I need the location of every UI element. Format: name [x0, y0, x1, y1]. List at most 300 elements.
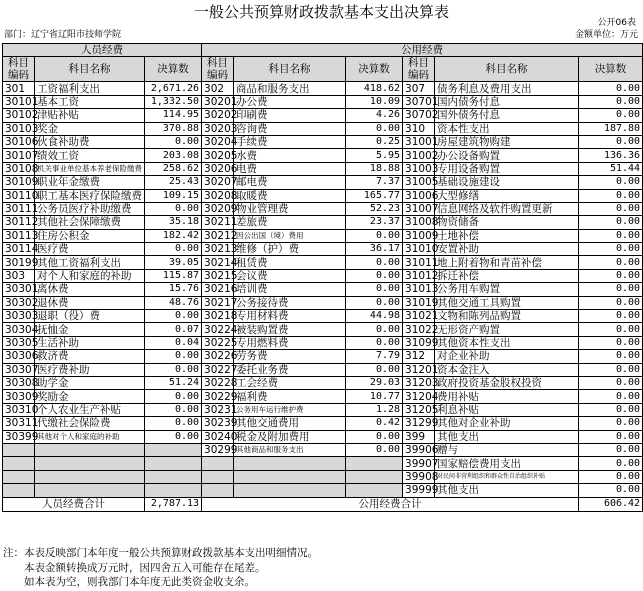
- table-row: [3, 135, 643, 148]
- cell-name: [35, 443, 145, 456]
- header-code: 科目编码: [202, 57, 234, 82]
- cell-amount: 0.00: [579, 176, 643, 189]
- cell-amount: 0.00: [579, 430, 643, 443]
- cell-code: 30310: [3, 403, 35, 416]
- cell-name: 办公设备购置: [435, 149, 579, 162]
- cell-amount: 0.00: [579, 269, 643, 282]
- cell-amount: 52.23: [346, 202, 403, 215]
- cell-amount: [145, 457, 202, 470]
- cell-name: 差旅费: [234, 216, 346, 229]
- cell-amount: 29.03: [346, 376, 403, 389]
- cell-code: 31007: [403, 202, 435, 215]
- cell-code: 31022: [403, 323, 435, 336]
- cell-code: 30208: [202, 189, 234, 202]
- cell-amount: 5.95: [346, 149, 403, 162]
- cell-amount: 0.00: [346, 229, 403, 242]
- cell-name: 培训费: [234, 283, 346, 296]
- note-line: 如本表为空，则我部门本年度无此类资金收支余。: [24, 576, 255, 588]
- cell-amount: 203.08: [145, 149, 202, 162]
- cell-code: 30239: [202, 417, 234, 430]
- cell-name: 印刷费: [234, 109, 346, 122]
- table-row: [3, 457, 643, 470]
- cell-amount: 4.26: [346, 109, 403, 122]
- cell-name: 住房公积金: [35, 229, 145, 242]
- cell-code: 30218: [202, 310, 234, 323]
- section-personnel: 人员经费: [3, 44, 202, 57]
- table-row: [3, 430, 643, 443]
- cell-code: 30303: [3, 310, 35, 323]
- cell-amount: 0.00: [346, 296, 403, 309]
- cell-code: 30306: [3, 350, 35, 363]
- header-code: 科目编码: [403, 57, 435, 82]
- cell-amount: 0.00: [145, 243, 202, 256]
- cell-amount: 0.00: [579, 229, 643, 242]
- cell-name: 医疗费: [35, 243, 145, 256]
- cell-code: 39908: [403, 470, 435, 483]
- cell-code: 30199: [3, 256, 35, 269]
- cell-amount: 15.76: [145, 283, 202, 296]
- cell-amount: 165.77: [346, 189, 403, 202]
- cell-name: 基础设施建设: [435, 176, 579, 189]
- personnel-total-value: 2,787.13: [145, 497, 202, 511]
- cell-name: 手续费: [234, 135, 346, 148]
- cell-code: 30213: [202, 243, 234, 256]
- cell-amount: 0.00: [579, 256, 643, 269]
- cell-amount: 48.76: [145, 296, 202, 309]
- cell-name: 奖励金: [35, 390, 145, 403]
- cell-name: 专用燃料费: [234, 336, 346, 349]
- cell-amount: [346, 484, 403, 497]
- cell-code: 30228: [202, 376, 234, 389]
- cell-amount: 182.42: [145, 229, 202, 242]
- cell-amount: 0.42: [346, 417, 403, 430]
- cell-amount: 0.00: [579, 350, 643, 363]
- cell-code: 31099: [403, 336, 435, 349]
- cell-code: 30207: [202, 176, 234, 189]
- cell-amount: 0.00: [579, 390, 643, 403]
- cell-name: 退职（役）费: [35, 310, 145, 323]
- cell-amount: 1.28: [346, 403, 403, 416]
- cell-name: 对民间非营利组织和群众性自治组织补贴: [435, 470, 579, 483]
- cell-amount: 0.00: [145, 363, 202, 376]
- note-line: 注：本表反映部门本年度一般公共预算财政拨款基本支出明细情况。: [3, 547, 318, 559]
- cell-name: 伙食补助费: [35, 135, 145, 148]
- cell-name: 资本性支出: [435, 122, 579, 135]
- cell-name: 公务用车购置: [435, 283, 579, 296]
- cell-code: 31013: [403, 283, 435, 296]
- cell-name: 费用补贴: [435, 390, 579, 403]
- table-row: [3, 323, 643, 336]
- cell-code: 30217: [202, 296, 234, 309]
- cell-code: 30304: [3, 323, 35, 336]
- cell-amount: 0.00: [579, 243, 643, 256]
- cell-name: [35, 457, 145, 470]
- table-row: [3, 269, 643, 282]
- cell-name: 取暖费: [234, 189, 346, 202]
- cell-amount: 0.07: [145, 323, 202, 336]
- cell-amount: 115.87: [145, 269, 202, 282]
- cell-code: 30203: [202, 122, 234, 135]
- cell-code: [3, 443, 35, 456]
- cell-amount: 0.00: [579, 135, 643, 148]
- cell-code: 31003: [403, 162, 435, 175]
- cell-name: 对个人和家庭的补助: [35, 269, 145, 282]
- table-row: [3, 109, 643, 122]
- totals-row: [3, 497, 643, 511]
- cell-name: 个人农业生产补贴: [35, 403, 145, 416]
- cell-name: 公务接待费: [234, 296, 346, 309]
- cell-amount: 370.88: [145, 122, 202, 135]
- cell-amount: [145, 484, 202, 497]
- cell-code: 31009: [403, 229, 435, 242]
- cell-code: 30215: [202, 269, 234, 282]
- table-row: [3, 256, 643, 269]
- report-title: 一般公共预算财政拨款基本支出决算表: [193, 3, 449, 21]
- cell-amount: 0.00: [579, 202, 643, 215]
- cell-name: 物资储备: [435, 216, 579, 229]
- cell-name: 物业管理费: [234, 202, 346, 215]
- cell-name: 其他工资福利支出: [35, 256, 145, 269]
- cell-code: 30299: [202, 443, 234, 456]
- cell-name: 邮电费: [234, 176, 346, 189]
- cell-code: 30305: [3, 336, 35, 349]
- cell-name: 信息网络及软件购置更新: [435, 202, 579, 215]
- cell-name: 赠与: [435, 443, 579, 456]
- cell-name: 商品和服务支出: [234, 82, 346, 95]
- cell-amount: 258.62: [145, 162, 202, 175]
- cell-name: 救济费: [35, 350, 145, 363]
- table-row: [3, 162, 643, 175]
- cell-amount: [145, 470, 202, 483]
- form-code: 公开06表: [597, 18, 636, 28]
- cell-code: 31021: [403, 310, 435, 323]
- cell-code: 30113: [3, 229, 35, 242]
- cell-amount: 0.00: [145, 350, 202, 363]
- cell-code: 30204: [202, 135, 234, 148]
- cell-name: 其他社会保障缴费: [35, 216, 145, 229]
- header-code: 科目编码: [3, 57, 35, 82]
- table-row: [3, 403, 643, 416]
- cell-name: 地上附着物和青苗补偿: [435, 256, 579, 269]
- cell-amount: 0.00: [346, 269, 403, 282]
- cell-name: 助学金: [35, 376, 145, 389]
- cell-name: 水费: [234, 149, 346, 162]
- cell-name: 税金及附加费用: [234, 430, 346, 443]
- table-row: [3, 216, 643, 229]
- cell-amount: 7.79: [346, 350, 403, 363]
- cell-amount: 0.00: [579, 403, 643, 416]
- cell-name: 其他对企业补助: [435, 417, 579, 430]
- cell-name: 津贴补贴: [35, 109, 145, 122]
- public-total-label: 公用经费合计: [202, 497, 579, 511]
- cell-amount: 0.00: [346, 283, 403, 296]
- cell-name: 劳务费: [234, 350, 346, 363]
- table-row: [3, 417, 643, 430]
- cell-amount: 0.00: [145, 310, 202, 323]
- cell-amount: 0.00: [579, 323, 643, 336]
- cell-code: 30106: [3, 135, 35, 148]
- cell-amount: 0.00: [346, 336, 403, 349]
- table-row: [3, 443, 643, 456]
- table-row: [3, 350, 643, 363]
- cell-name: 工资福利支出: [35, 82, 145, 95]
- table-row: [3, 176, 643, 189]
- cell-code: 30107: [3, 149, 35, 162]
- cell-name: 专用设备购置: [435, 162, 579, 175]
- cell-amount: 10.09: [346, 95, 403, 108]
- cell-name: 咨询费: [234, 122, 346, 135]
- cell-name: 公务员医疗补助缴费: [35, 202, 145, 215]
- cell-code: [3, 484, 35, 497]
- cell-amount: 44.98: [346, 310, 403, 323]
- cell-amount: 418.62: [346, 82, 403, 95]
- cell-amount: 0.04: [145, 336, 202, 349]
- cell-name: 对企业补助: [435, 350, 579, 363]
- cell-code: 30209: [202, 202, 234, 215]
- cell-amount: 51.24: [145, 376, 202, 389]
- cell-code: 31012: [403, 269, 435, 282]
- cell-name: 国内债务付息: [435, 95, 579, 108]
- cell-amount: 0.00: [579, 336, 643, 349]
- cell-code: 310: [403, 122, 435, 135]
- table-row: [3, 283, 643, 296]
- cell-amount: 0.00: [579, 189, 643, 202]
- cell-name: 国家赔偿费用支出: [435, 457, 579, 470]
- cell-code: 30231: [202, 403, 234, 416]
- cell-amount: 0.00: [579, 417, 643, 430]
- cell-name: 奖金: [35, 122, 145, 135]
- cell-code: 30216: [202, 283, 234, 296]
- cell-name: 机关事业单位基本养老保险缴费: [35, 162, 145, 175]
- cell-code: 30225: [202, 336, 234, 349]
- cell-code: 30108: [3, 162, 35, 175]
- header-amount: 决算数: [346, 57, 403, 82]
- cell-amount: 7.37: [346, 176, 403, 189]
- cell-code: 39907: [403, 457, 435, 470]
- table-row: [3, 122, 643, 135]
- cell-code: 30307: [3, 363, 35, 376]
- cell-name: [35, 484, 145, 497]
- section-public: 公用经费: [202, 44, 643, 57]
- cell-name: 退休费: [35, 296, 145, 309]
- cell-code: 31006: [403, 189, 435, 202]
- cell-code: 39999: [403, 484, 435, 497]
- cell-code: 30240: [202, 430, 234, 443]
- cell-code: 399: [403, 430, 435, 443]
- cell-code: 30109: [3, 176, 35, 189]
- cell-amount: 109.15: [145, 189, 202, 202]
- cell-code: 30227: [202, 363, 234, 376]
- cell-code: 30702: [403, 109, 435, 122]
- cell-code: 307: [403, 82, 435, 95]
- cell-code: 30311: [3, 417, 35, 430]
- table-row: [3, 189, 643, 202]
- cell-code: 30103: [3, 122, 35, 135]
- cell-amount: 0.00: [579, 376, 643, 389]
- cell-code: 30202: [202, 109, 234, 122]
- cell-name: 无形资产购置: [435, 323, 579, 336]
- cell-code: 31005: [403, 176, 435, 189]
- cell-amount: 0.00: [346, 122, 403, 135]
- header-amount: 决算数: [145, 57, 202, 82]
- cell-name: 委托业务费: [234, 363, 346, 376]
- cell-amount: 0.00: [346, 430, 403, 443]
- cell-name: 其他交通工具购置: [435, 296, 579, 309]
- table-row: [3, 376, 643, 389]
- cell-code: 31008: [403, 216, 435, 229]
- cell-code: 30701: [403, 95, 435, 108]
- cell-name: 土地补偿: [435, 229, 579, 242]
- cell-name: 生活补助: [35, 336, 145, 349]
- department-label: 部门：辽宁省辽阳市技师学院: [4, 30, 122, 40]
- cell-code: 30308: [3, 376, 35, 389]
- cell-code: 30399: [3, 430, 35, 443]
- cell-amount: 0.00: [579, 82, 643, 95]
- cell-amount: 0.00: [579, 109, 643, 122]
- unit-label: 金额单位：万元: [574, 30, 638, 40]
- cell-name: 其他支出: [435, 484, 579, 497]
- cell-name: 其他商品和服务支出: [234, 443, 346, 456]
- cell-code: 31203: [403, 376, 435, 389]
- cell-name: 会议费: [234, 269, 346, 282]
- cell-name: 因公出国（境）费用: [234, 229, 346, 242]
- cell-name: 公务用车运行维护费: [234, 403, 346, 416]
- cell-amount: 0.00: [145, 390, 202, 403]
- cell-amount: 0.00: [579, 283, 643, 296]
- cell-name: 绩效工资: [35, 149, 145, 162]
- cell-amount: 1,332.50: [145, 95, 202, 108]
- cell-amount: 51.44: [579, 162, 643, 175]
- cell-code: [202, 484, 234, 497]
- cell-name: 基本工资: [35, 95, 145, 108]
- cell-name: [234, 470, 346, 483]
- cell-code: 30226: [202, 350, 234, 363]
- cell-name: 资本金注入: [435, 363, 579, 376]
- cell-amount: 0.00: [579, 457, 643, 470]
- cell-amount: 0.00: [579, 443, 643, 456]
- cell-amount: 0.00: [579, 95, 643, 108]
- cell-name: 工会经费: [234, 376, 346, 389]
- cell-amount: 23.37: [346, 216, 403, 229]
- cell-code: 30114: [3, 243, 35, 256]
- cell-name: 利息补贴: [435, 403, 579, 416]
- cell-code: 303: [3, 269, 35, 282]
- cell-name: 职工基本医疗保险缴费: [35, 189, 145, 202]
- notes: [3, 546, 318, 590]
- cell-name: 福利费: [234, 390, 346, 403]
- cell-code: [202, 457, 234, 470]
- table-row: [3, 229, 643, 242]
- cell-name: 拆迁补偿: [435, 269, 579, 282]
- cell-amount: 36.17: [346, 243, 403, 256]
- cell-code: 30224: [202, 323, 234, 336]
- cell-code: 30212: [202, 229, 234, 242]
- cell-code: 39906: [403, 443, 435, 456]
- cell-amount: 0.00: [346, 323, 403, 336]
- cell-amount: 0.00: [145, 202, 202, 215]
- cell-amount: [145, 443, 202, 456]
- cell-code: 30206: [202, 162, 234, 175]
- cell-amount: 136.36: [579, 149, 643, 162]
- cell-code: 31299: [403, 417, 435, 430]
- cell-amount: 35.18: [145, 216, 202, 229]
- cell-amount: 0.00: [579, 296, 643, 309]
- cell-code: 301: [3, 82, 35, 95]
- header-amount: 决算数: [579, 57, 643, 82]
- cell-amount: 114.95: [145, 109, 202, 122]
- cell-name: 被装购置费: [234, 323, 346, 336]
- cell-code: 31205: [403, 403, 435, 416]
- table-row: [3, 310, 643, 323]
- cell-name: 医疗费补助: [35, 363, 145, 376]
- table-row: [3, 202, 643, 215]
- cell-name: 代缴社会保险费: [35, 417, 145, 430]
- cell-code: 30302: [3, 296, 35, 309]
- table-row: [3, 336, 643, 349]
- cell-name: 债务利息及费用支出: [435, 82, 579, 95]
- cell-code: 31019: [403, 296, 435, 309]
- cell-amount: 187.80: [579, 122, 643, 135]
- cell-name: 专用材料费: [234, 310, 346, 323]
- cell-code: 30201: [202, 95, 234, 108]
- cell-name: [234, 484, 346, 497]
- cell-amount: 0.00: [346, 443, 403, 456]
- cell-code: 31011: [403, 256, 435, 269]
- header-name: 科目名称: [35, 57, 145, 82]
- cell-code: 30214: [202, 256, 234, 269]
- cell-name: 其他交通费用: [234, 417, 346, 430]
- cell-name: 国外债务付息: [435, 109, 579, 122]
- table-row: [3, 95, 643, 108]
- cell-amount: 18.88: [346, 162, 403, 175]
- cell-amount: 0.00: [145, 403, 202, 416]
- cell-name: 抚恤金: [35, 323, 145, 336]
- cell-amount: 2,671.26: [145, 82, 202, 95]
- public-total-value: 606.42: [579, 497, 643, 511]
- cell-amount: 39.05: [145, 256, 202, 269]
- cell-name: [234, 457, 346, 470]
- cell-code: 30229: [202, 390, 234, 403]
- cell-code: 31201: [403, 363, 435, 376]
- cell-code: 31204: [403, 390, 435, 403]
- cell-code: 30101: [3, 95, 35, 108]
- cell-name: 文物和陈列品购置: [435, 310, 579, 323]
- header-name: 科目名称: [234, 57, 346, 82]
- cell-name: 其他支出: [435, 430, 579, 443]
- cell-code: 30301: [3, 283, 35, 296]
- cell-code: 30309: [3, 390, 35, 403]
- cell-amount: 0.00: [579, 363, 643, 376]
- table-row: [3, 363, 643, 376]
- cell-code: 30211: [202, 216, 234, 229]
- cell-code: 30102: [3, 109, 35, 122]
- cell-code: 312: [403, 350, 435, 363]
- cell-amount: 0.00: [579, 216, 643, 229]
- cell-code: 30112: [3, 216, 35, 229]
- cell-name: 租赁费: [234, 256, 346, 269]
- cell-amount: 0.00: [579, 484, 643, 497]
- cell-amount: 0.00: [145, 135, 202, 148]
- cell-name: 办公费: [234, 95, 346, 108]
- cell-name: 政府投资基金股权投资: [435, 376, 579, 389]
- cell-amount: [346, 457, 403, 470]
- cell-amount: 0.25: [346, 135, 403, 148]
- table-row: [3, 82, 643, 95]
- cell-amount: 0.00: [145, 417, 202, 430]
- personnel-total-label: 人员经费合计: [3, 497, 145, 511]
- table-row: [3, 470, 643, 483]
- cell-code: [3, 457, 35, 470]
